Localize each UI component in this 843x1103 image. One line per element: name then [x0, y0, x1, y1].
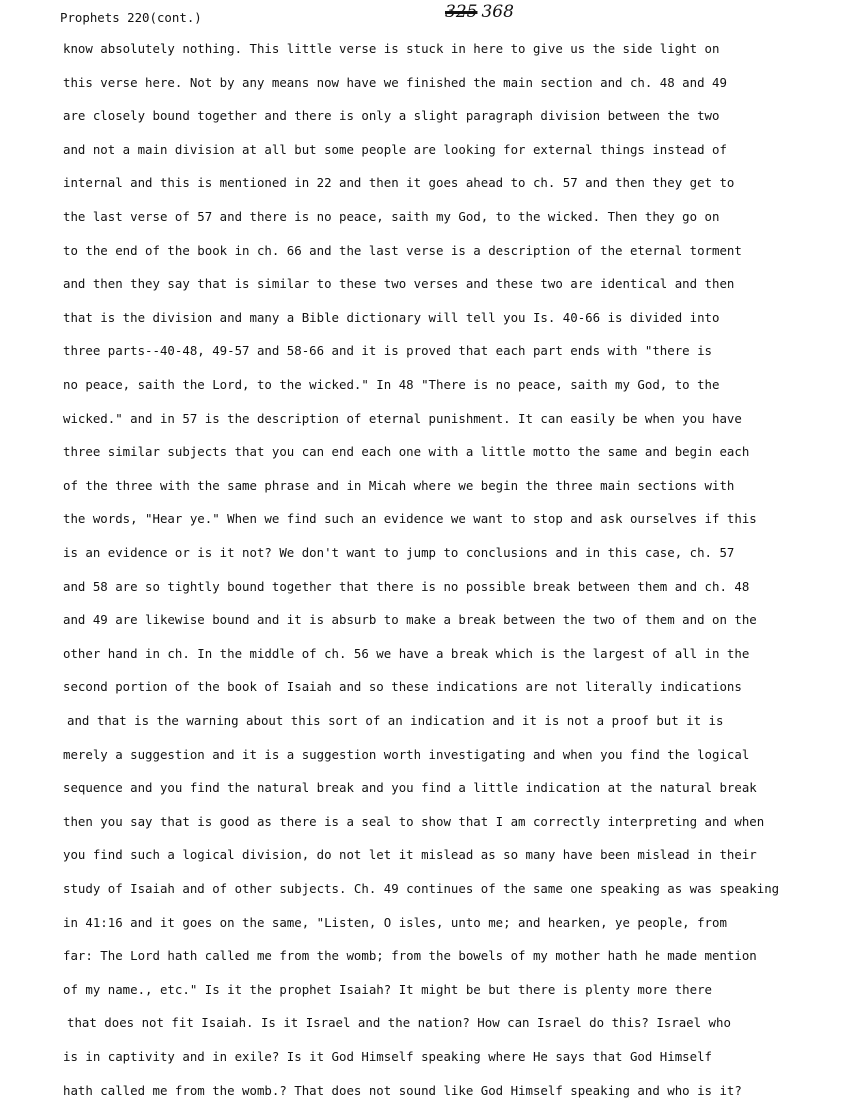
text-line: then you say that is good as there is a seal to show that I am correctly interpreting and when — [63, 813, 765, 829]
text-line: merely a suggestion and it is a suggestion worth investigating and when you find the logical — [63, 746, 750, 762]
text-line: is an evidence or is it not? We don't want to jump to conclusions and in this case, ch. 57 — [63, 545, 735, 560]
text-line: to the end of the book in ch. 66 and the last verse is a description of the eternal torment — [63, 242, 742, 258]
text-line: internal and this is mentioned in 22 and then it goes ahead to ch. 57 and then they get to — [63, 175, 735, 191]
text-line: this verse here. Not by any means now have we finished the main section and ch. 48 and 49 — [63, 74, 727, 90]
text-line: and that is the warning about this sort of an indication and it is not a proof but it is — [67, 713, 724, 728]
text-line: and 58 are so tightly bound together that there is no possible break between them and ch. 48 — [63, 578, 750, 594]
text-line: wicked." and in 57 is the description of eternal punishment. It can easily be when you have — [63, 410, 742, 426]
text-line: know absolutely nothing. This little verse is stuck in here to give us the side light on — [63, 41, 720, 56]
text-line: in 41:16 and it goes on the same, "Listen, O isles, unto me; and hearken, ye people, from — [63, 914, 727, 930]
text-line: study of Isaiah and of other subjects. Ch. 49 continues of the same one speaking as was speaking — [63, 881, 780, 896]
text-line: no peace, saith the Lord, to the wicked." In 48 "There is no peace, saith my God, to the — [63, 377, 720, 392]
page-header: Prophets 220(cont.) — [60, 10, 202, 25]
text-line: and then they say that is similar to these two verses and these two are identical and then — [63, 276, 735, 292]
text-line: of the three with the same phrase and in Micah where we begin the three main sections with — [63, 477, 735, 493]
text-line: and 49 are likewise bound and it is absurb to make a break between the two of them and on the — [63, 612, 757, 628]
page-number-value: 368 — [481, 2, 514, 22]
text-line: the words, "Hear ye." When we find such an evidence we want to stop and ask ourselves if this — [63, 511, 757, 527]
text-line: other hand in ch. In the middle of ch. 56 we have a break which is the largest of all in the — [63, 645, 750, 661]
text-line: three similar subjects that you can end each one with a little motto the same and begin each — [63, 444, 750, 460]
text-line: are closely bound together and there is only a slight paragraph division between the two — [63, 108, 720, 124]
text-line: of my name., etc." Is it the prophet Isaiah? It might be but there is plenty more there — [63, 981, 713, 997]
text-line: you find such a logical division, do not let it mislead as so many have been mislead in their — [63, 847, 757, 863]
struck-page-number: 325 — [445, 2, 478, 22]
text-line: far: The Lord hath called me from the womb; from the bowels of my mother hath he made mention — [63, 948, 757, 964]
text-line: three parts--40-48, 49-57 and 58-66 and it is proved that each part ends with "there is — [63, 343, 713, 359]
text-line: is in captivity and in exile? Is it God Himself speaking where He says that God Himself — [63, 1049, 713, 1064]
text-line: sequence and you find the natural break and you find a little indication at the natural break — [63, 780, 757, 796]
text-line: second portion of the book of Isaiah and so these indications are not literally indications — [63, 679, 742, 695]
text-line: hath called me from the womb.? That does not sound like God Himself speaking and who is it? — [63, 1082, 742, 1098]
text-line: and not a main division at all but some people are looking for external things instead of — [63, 141, 727, 157]
text-line: the last verse of 57 and there is no peace, saith my God, to the wicked. Then they go on — [63, 209, 720, 224]
text-line: that is the division and many a Bible dictionary will tell you Is. 40-66 is divided into — [63, 309, 720, 325]
text-line: that does not fit Isaiah. Is it Israel and the nation? How can Israel do this? Israel who — [67, 1015, 731, 1031]
